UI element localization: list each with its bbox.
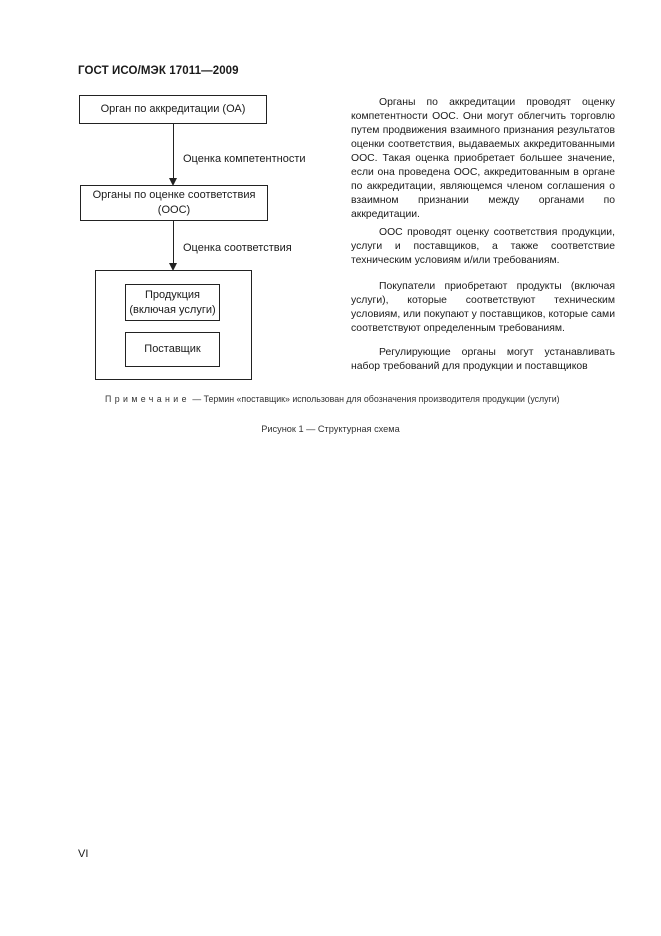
- document-header: ГОСТ ИСО/МЭК 17011—2009: [78, 65, 239, 77]
- paragraph-4: Регулирующие органы могут устанавливать набор требований для продукции и поставщиков: [351, 347, 615, 372]
- connector-line-1: [173, 124, 174, 179]
- paragraph-3: Покупатели приобретают продукты (включая услуги), которые соответствуют техническим условиям, или покупают у поставщиков, которые сами соответствуют определенным требованиям.: [351, 281, 615, 334]
- product-label-line2: (включая услуги): [129, 303, 216, 316]
- page-number: VI: [78, 848, 89, 860]
- product-box: [125, 284, 220, 321]
- product-label-line1: Продукция: [144, 288, 201, 301]
- conformity-bodies-label-line2: (ООС): [157, 204, 191, 216]
- supplier-label: Поставщик: [144, 343, 201, 355]
- paragraph-1: Органы по аккредитации проводят оценку компетентности ООС. Они могут облегчить торговлю путем продвижения взаимного признания результатов оценки соответствия, выдаваемых аккредитованными ООС. Такая оценка приобретает большее значение, если она проведена ООС, аккредитованным в органе по аккредитации, являющемся членом соглашения о взаимном признании между органами по аккредитации.: [351, 97, 615, 220]
- figure-caption: Рисунок 1 — Структурная схема: [261, 424, 400, 434]
- accreditation-body-box: [79, 95, 267, 124]
- note-label: Примечание: [105, 394, 190, 404]
- accreditation-body-label: Орган по аккредитации (ОА): [100, 103, 246, 115]
- figure-note: [105, 394, 560, 404]
- conformity-assessment-label: Оценка соответствия: [183, 242, 292, 254]
- competence-assessment-label: Оценка компетентности: [183, 153, 306, 165]
- note-text: — Термин «поставщик» использован для обозначения производителя продукции (услуги): [192, 394, 560, 404]
- supplier-box: [125, 332, 220, 367]
- connector-line-2: [173, 221, 174, 264]
- conformity-bodies-label-line1: Органы по оценке соответствия: [92, 189, 256, 201]
- conformity-bodies-box: [80, 185, 268, 221]
- paragraph-2: ООС проводят оценку соответствия продукции, услуги и поставщиков, а также соответствие техническим условиям и/или требованиям.: [351, 227, 615, 266]
